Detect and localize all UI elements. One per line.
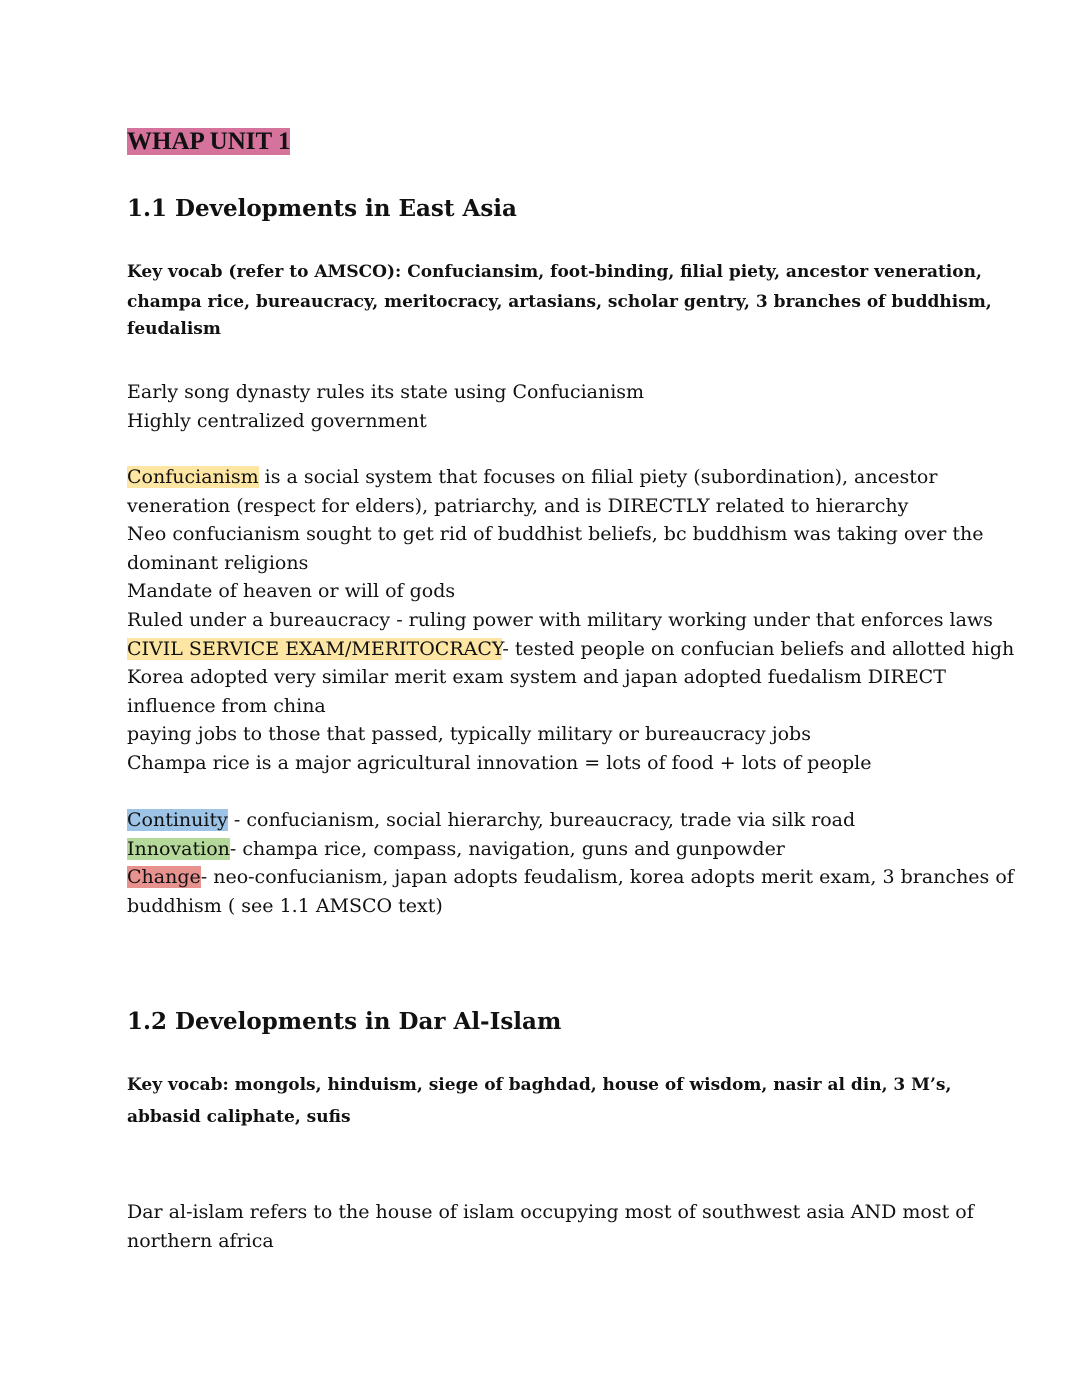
body-line: influence from china [127, 694, 326, 717]
vocab-line: champa rice, bureaucracy, meritocracy, artasians, scholar gentry, 3 branches of buddhism, [127, 292, 992, 312]
body-text: - neo-confucianism, japan adopts feudalism, korea adopts merit exam, 3 branches of [200, 866, 1014, 889]
confucianism-paragraph [127, 463, 1015, 778]
vocab-line: Key vocab (refer to AMSCO): Confuciansim, foot-binding, filial piety, ancestor veneration, [127, 262, 982, 282]
document-title [127, 126, 290, 158]
body-line: veneration (respect for elders), patriarchy, and is DIRECTLY related to hierarchy [127, 494, 909, 517]
body-line [127, 635, 1015, 664]
confucianism-highlight: Confucianism [127, 466, 259, 488]
body-line: Highly centralized government [127, 409, 427, 432]
change-line [127, 863, 1014, 892]
key-vocab-1-1 [127, 257, 992, 344]
continuity-line [127, 806, 967, 835]
body-text: - champa rice, compass, navigation, guns and gunpowder [229, 837, 785, 860]
body-line: paying jobs to those that passed, typically military or bureaucracy jobs [127, 723, 811, 746]
body-line: buddhism ( see 1.1 AMSCO text) [127, 894, 443, 917]
civil-service-highlight: CIVIL SERVICE EXAM/MERITOCRACY [127, 637, 503, 660]
intro-paragraph [127, 378, 967, 435]
innovation-highlight: Innovation [127, 837, 230, 860]
change-highlight: Change [127, 866, 201, 889]
section-heading-1-1: 1.1 Developments in East Asia [127, 195, 517, 222]
body-text: - tested people on confucian beliefs and allotted high [502, 637, 1015, 660]
body-line: Dar al-islam refers to the house of islam occupying most of southwest asia AND most of [127, 1201, 974, 1223]
title-highlight: WHAP UNIT 1 [127, 128, 291, 155]
body-text: is a social system that focuses on filial piety (subordination), ancestor [258, 466, 938, 488]
body-line [127, 463, 967, 492]
key-vocab-1-2 [127, 1070, 957, 1132]
body-line: Neo confucianism sought to get rid of buddhist beliefs, bc buddhism was taking over the [127, 523, 984, 546]
body-line: Champa rice is a major agricultural innovation = lots of food + lots of people [127, 751, 872, 774]
body-line: Mandate of heaven or will of gods [127, 580, 456, 603]
vocab-line: abbasid caliphate, sufis [127, 1107, 351, 1127]
innovation-line [127, 835, 967, 864]
body-line: Korea adopted very similar merit exam system and japan adopted fuedalism DIRECT [127, 666, 946, 689]
body-text: - confucianism, social hierarchy, bureaucracy, trade via silk road [227, 809, 856, 831]
body-line: northern africa [127, 1229, 274, 1252]
dar-al-islam-paragraph [127, 1198, 974, 1255]
vocab-line: Key vocab: mongols, hinduism, siege of baghdad, house of wisdom, nasir al din, 3 M’s, [127, 1075, 952, 1095]
body-line: dominant religions [127, 551, 309, 574]
continuity-highlight: Continuity [127, 809, 228, 831]
body-line: Early song dynasty rules its state using Confucianism [127, 381, 645, 403]
vocab-line: feudalism [127, 319, 221, 339]
cic-paragraph [127, 806, 1014, 920]
body-line: Ruled under a bureaucracy - ruling power with military working under that enforces laws [127, 608, 993, 631]
section-heading-1-2: 1.2 Developments in Dar Al-Islam [127, 1008, 562, 1035]
